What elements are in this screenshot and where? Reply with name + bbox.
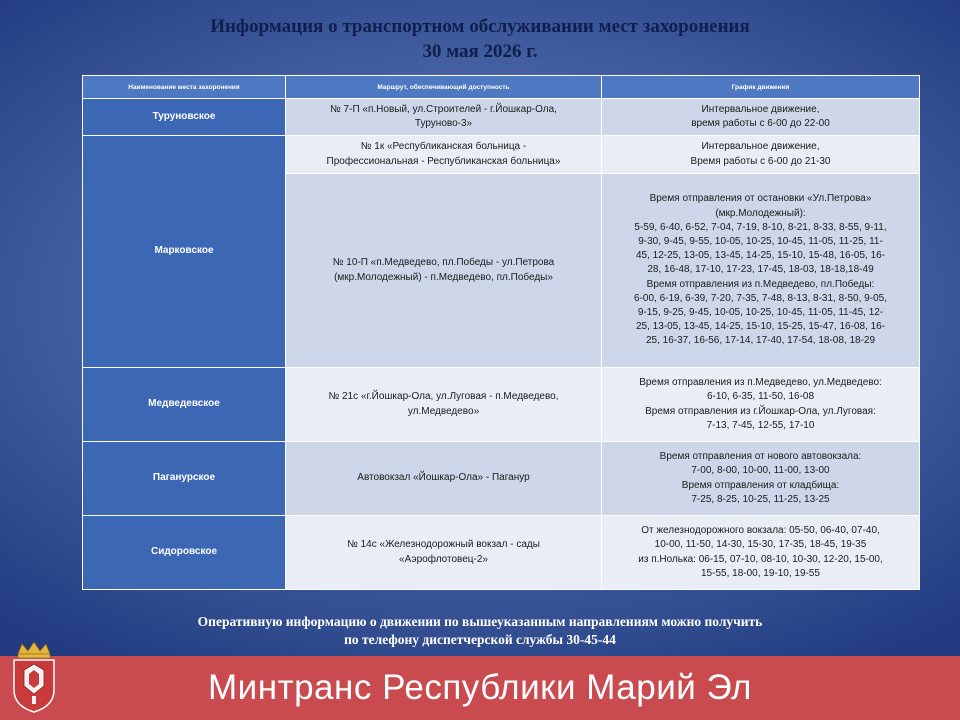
schedule-line: 7-00, 8-00, 10-00, 11-00, 13-00 — [691, 465, 830, 477]
table-row — [83, 99, 920, 136]
schedule-line: Время отправления от остановки «Ул.Петрова» — [649, 193, 872, 205]
route-line: Автовокзал «Йошкар-Ола» - Паганур — [357, 472, 530, 484]
route-line: (мкр.Молодежный) - п.Медведево, пл.Победы» — [334, 271, 553, 283]
schedule-line: Время отправления от нового автовокзала: — [659, 451, 862, 463]
schedule-cell — [602, 368, 920, 442]
route-cell — [286, 442, 602, 516]
coat-of-arms-icon — [8, 640, 60, 714]
hotline-note-line-1: Оперативную информацию о движении по вышеуказанным направлениям можно получить — [197, 614, 763, 629]
schedule-cell — [602, 442, 920, 516]
schedule-line: (мкр.Молодежный): — [715, 207, 806, 219]
column-header-route: Маршрут, обеспечивающий доступность — [286, 76, 602, 99]
route-cell — [286, 516, 602, 590]
schedule-line: 15-55, 18-00, 19-10, 19-55 — [701, 567, 820, 579]
route-line: № 14с «Железнодорожный вокзал - сады — [347, 539, 540, 551]
schedule-line: 9-15, 9-25, 9-45, 10-05, 10-25, 10-45, 11-05, 11-45, 12- — [637, 307, 884, 318]
route-line: Профессиональная - Республиканская больница» — [326, 155, 561, 167]
schedule-line: Интервальное движение, — [701, 103, 820, 115]
place-cell: Марковское — [83, 136, 286, 368]
hotline-note-line-2: по телефону диспетчерской службы 30-45-44 — [344, 632, 616, 647]
schedule-line: 5-59, 6-40, 6-52, 7-04, 7-19, 8-10, 8-21, 8-33, 8-55, 9-11, — [634, 221, 887, 233]
schedule-line: 10-00, 11-50, 14-30, 15-30, 17-35, 18-45, 19-35 — [654, 539, 867, 551]
schedule-line: 6-00, 6-19, 6-39, 7-20, 7-35, 7-48, 8-13, 8-31, 8-50, 9-05, — [634, 292, 887, 304]
table-row — [83, 516, 920, 590]
table-header-row — [83, 76, 920, 99]
route-line: № 1к «Республиканская больница - — [360, 141, 527, 153]
route-line: «Аэрофлотовец-2» — [399, 553, 488, 565]
route-line: № 21с «г.Йошкар-Ола, ул.Луговая - п.Медведево, — [328, 391, 559, 403]
schedule-line: Время отправления от кладбища: — [681, 479, 840, 491]
route-cell — [286, 99, 602, 136]
route-cell — [286, 136, 602, 174]
route-cell — [286, 174, 602, 368]
place-cell: Медведевское — [83, 368, 286, 442]
route-line: № 10-П «п.Медведево, пл.Победы - ул.Петрова — [332, 257, 555, 269]
table-row — [83, 136, 920, 174]
schedule-line: 9-30, 9-45, 9-55, 10-05, 10-25, 10-45, 11-05, 11-25, 11- — [638, 235, 883, 247]
schedule-cell — [602, 174, 920, 368]
column-header-place: Наименование места захоронения — [83, 76, 286, 99]
schedule-line: Время работы с 6-00 до 21-30 — [690, 155, 831, 167]
schedule-line: 6-10, 6-35, 11-50, 16-08 — [706, 391, 815, 403]
schedule-line: 25, 16-37, 16-56, 17-14, 17-40, 17-54, 18-08, 18-29 — [645, 335, 876, 347]
table-row — [83, 442, 920, 516]
route-line: № 7-П «п.Новый, ул.Строителей - г.Йошкар-Ола, — [330, 103, 557, 115]
schedule-line: 7-25, 8-25, 10-25, 11-25, 13-25 — [691, 493, 830, 505]
column-header-schedule: График движения — [602, 76, 920, 99]
hotline-note — [0, 613, 960, 649]
route-line: Туруново-3» — [414, 118, 473, 129]
place-cell: Сидоровское — [83, 516, 286, 590]
schedule-line: От железнодорожного вокзала: 05-50, 06-40, 07-40, — [641, 525, 880, 537]
schedule-cell — [602, 136, 920, 174]
schedule-line: из п.Нолька: 06-15, 07-10, 08-10, 10-30, 12-20, 15-00, — [638, 553, 883, 565]
schedule-line: время работы с 6-00 до 22-00 — [691, 118, 830, 129]
schedule-cell — [602, 516, 920, 590]
route-cell — [286, 368, 602, 442]
ministry-name: Минтранс Республики Марий Эл — [208, 668, 752, 707]
schedule-line: Время отправления из п.Медведево, пл.Победы: — [646, 278, 875, 290]
place-cell: Паганурское — [83, 442, 286, 516]
table-row — [83, 368, 920, 442]
schedule-line: Время отправления из п.Медведево, ул.Медведево: — [639, 377, 882, 389]
schedule-line: 25, 13-05, 13-45, 14-25, 15-10, 15-25, 15-47, 16-08, 16- — [635, 321, 886, 333]
schedule-table — [82, 75, 920, 590]
schedule-line: 7-13, 7-45, 12-55, 17-10 — [706, 419, 815, 431]
schedule-line: 28, 16-48, 17-10, 17-23, 17-45, 18-03, 18-18,18-49 — [647, 264, 874, 276]
schedule-line: Время отправления из г.Йошкар-Ола, ул.Луговая: — [645, 405, 876, 417]
route-line: ул.Медведево» — [407, 405, 480, 417]
schedule-line: 45, 12-25, 13-05, 13-45, 14-25, 15-10, 15-48, 16-05, 16- — [635, 250, 886, 262]
schedule-line: Интервальное движение, — [701, 141, 820, 153]
schedule-cell — [602, 99, 920, 136]
place-cell: Туруновское — [83, 99, 286, 136]
page-title — [0, 14, 960, 64]
title-line-2: 30 мая 2026 г. — [422, 41, 538, 62]
title-line-1: Информация о транспортном обслуживании мест захоронения — [210, 16, 750, 37]
